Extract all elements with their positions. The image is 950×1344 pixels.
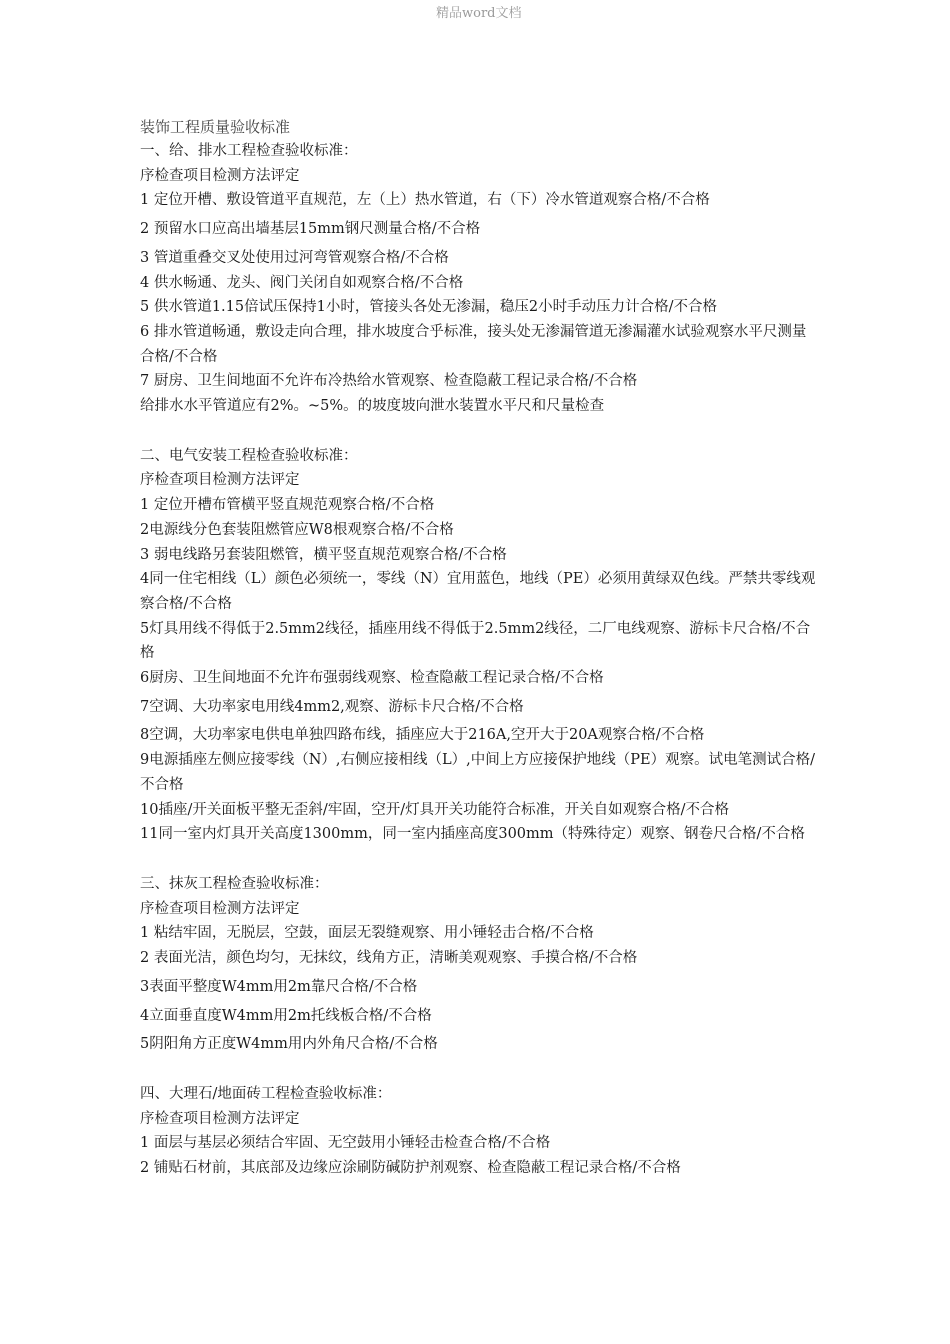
list-item: 6厨房、卫生间地面不允许布强弱线观察、检查隐蔽工程记录合格/不合格 [140,670,604,687]
list-item: 给排水水平管道应有2%。~5%。的坡度坡向泄水装置水平尺和尺量检查 [140,398,605,415]
list-item: 4立面垂直度W4mm用2m托线板合格/不合格 [140,1007,432,1024]
section-heading: 一、给、排水工程检查验收标准： [140,143,358,159]
list-item: 1 面层与基层必须结合牢固、无空鼓用小锤轻击检查合格/不合格 [140,1135,551,1152]
list-item: 11同一室内灯具开关高度1300mm，同一室内插座高度300mm（特殊待定）观察、钢卷尺合格/不合格 [140,826,805,843]
list-item: 4同一住宅相线（L）颜色必须统一，零线（N）宜用蓝色，地线（PE）必须用黄绿双色线。严禁共零线观察合格/不合格 [140,571,816,612]
list-item: 4 供水畅通、龙头、阀门关闭自如观察合格/不合格 [140,274,464,291]
list-item: 5阴阳角方正度W4mm用内外角尺合格/不合格 [140,1036,438,1053]
table-header-row: 序检查项目检测方法评定 [140,472,300,489]
section-marble-tile [140,1082,820,1181]
list-item: 2 预留水口应高出墙基层15mm钢尺测量合格/不合格 [140,221,481,238]
section-plumbing [140,139,820,419]
table-header-row: 序检查项目检测方法评定 [140,900,300,917]
list-item: 9电源插座左侧应接零线（N）,右侧应接相线（L）,中间上方应接保护地线（PE）观察。试电笔测试合格/不合格 [140,752,815,793]
list-item: 8空调，大功率家电供电单独四路布线，插座应大于216A,空开大于20A观察合格/不合格 [140,727,705,744]
list-item: 6 排水管道畅通，敷设走向合理，排水坡度合乎标准，接头处无渗漏管道无渗漏灌水试验观察水平尺测量合格/不合格 [140,323,807,365]
section-plastering [140,872,820,1057]
document-body [140,115,820,1181]
list-item: 5 供水管道1.15倍试压保持1小时，管接头各处无渗漏，稳压2小时手动压力计合格/不合格 [140,299,717,316]
list-item: 2 铺贴石材前，其底部及边缘应涂刷防碱防护剂观察、检查隐蔽工程记录合格/不合格 [140,1160,681,1177]
list-item: 7 厨房、卫生间地面不允许布冷热给水管观察、检查隐蔽工程记录合格/不合格 [140,373,638,390]
section-heading: 三、抹灰工程检查验收标准： [140,875,329,892]
section-heading: 四、大理石/地面砖工程检查验收标准： [140,1085,392,1102]
list-item: 3表面平整度W4mm用2m靠尺合格/不合格 [140,978,418,995]
list-item: 7空调、大功率家电用线4mm2,观察、游标卡尺合格/不合格 [140,698,524,715]
list-item: 1 定位开槽布管横平竖直规范观察合格/不合格 [140,497,435,514]
list-item: 5灯具用线不得低于2.5mm2线径，插座用线不得低于2.5mm2线径，二厂电线观察、游标卡尺合格/不合格 [140,620,811,662]
list-item: 1 粘结牢固，无脱层，空鼓，面层无裂缝观察、用小锤轻击合格/不合格 [140,925,594,942]
list-item: 10插座/开关面板平整无歪斜/牢固，空开/灯具开关功能符合标准，开关自如观察合格/不合格 [140,801,729,818]
document-title: 装饰工程质量验收标准 [140,118,291,136]
table-header-row: 序检查项目检测方法评定 [140,1110,300,1127]
list-item: 2电源线分色套装阻燃管应W8根观察合格/不合格 [140,521,454,538]
list-item: 3 管道重叠交叉处使用过河弯管观察合格/不合格 [140,249,449,266]
section-heading: 二、电气安装工程检查验收标准： [140,447,358,464]
list-item: 3 弱电线路另套装阻燃管，横平竖直规范观察合格/不合格 [140,546,507,563]
list-item: 2 表面光洁，颜色均匀，无抹纹，线角方正，清晰美观观察、手摸合格/不合格 [140,950,638,967]
table-header-row: 序检查项目检测方法评定 [140,167,300,184]
section-electrical [140,444,820,847]
watermark-text: 精品word文档 [436,6,522,21]
list-item: 1 定位开槽、敷设管道平直规范，左（上）热水管道，右（下）冷水管道观察合格/不合格 [140,192,710,209]
